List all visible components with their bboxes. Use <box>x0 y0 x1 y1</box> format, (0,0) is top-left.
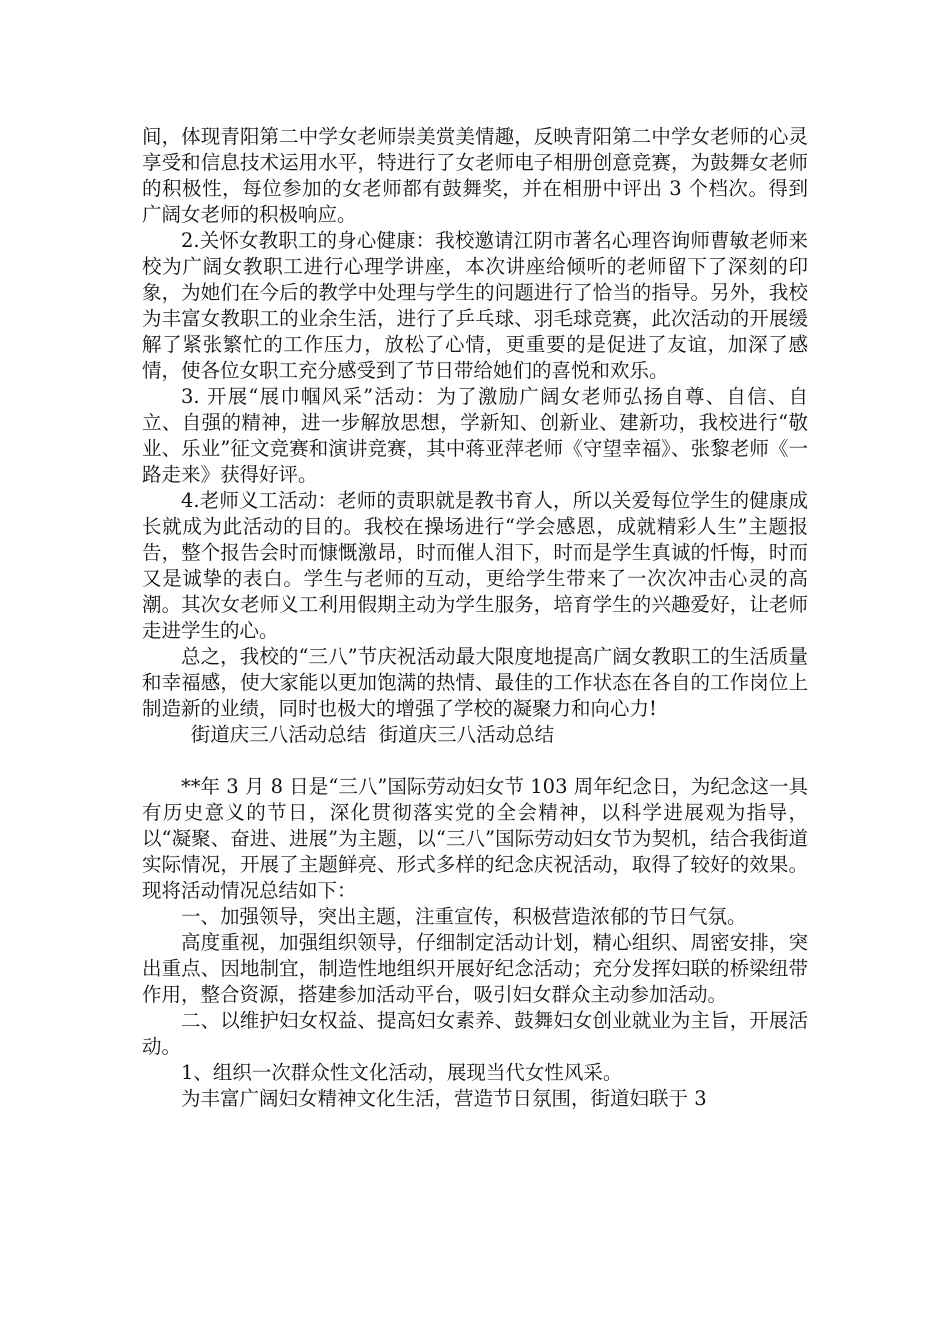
paragraph-cultural-life: 为丰富广阔妇女精神文化生活，营造节日氛围，街道妇联于 3 <box>181 1087 707 1110</box>
paragraph-heading-two: 二、以维护妇女权益、提高妇女素养、鼓舞妇女创业就业为主旨，开展活动。 <box>142 1009 808 1058</box>
paragraph-photo-album-contest: 间，体现青阳第二中学女老师崇美赏美情趣，反映青阳第二中学女老师的心灵享受和信息技术运用水平，特进行了女老师电子相册创意竞赛，为鼓舞女老师的积极性，每位参加的女老师都有鼓舞奖，并在相册中评出 3 个档次。得到广阔女老师的积极响应。 <box>142 125 808 226</box>
paragraph-leadership: 高度重视，加强组织领导，仔细制定活动计划，精心组织、周密安排，突出重点、因地制宜，制造性地组织开展好纪念活动；充分发挥妇联的桥梁纽带作用，整合资源，搭建参加活动平台，吸引妇女群众主动参加活动。 <box>142 931 808 1006</box>
paragraph-style-activity: 3. 开展“展巾帼风采”活动：为了激励广阔女老师弘扬自尊、自信、自立、自强的精神，进一步解放思想，学新知、创新业、建新功，我校进行“敬业、乐业”征文竞赛和演讲竞赛，其中蒋亚萍老师《守望幸福》、张黎老师《一路走来》获得好评。 <box>142 385 808 486</box>
paragraph-health-care: 2.关怀女教职工的身心健康：我校邀请江阴市著名心理咨询师曹敏老师来校为广阔女教职工进行心理学讲座，本次讲座给倾听的老师留下了深刻的印象，为她们在今后的教学中处理与学生的问题进行了恰当的指导。另外，我校为丰富女教职工的业余生活，进行了乒乓球、羽毛球竞赛，此次活动的开展缓解了紧张繁忙的工作压力，放松了心情，更重要的是促进了友谊，加深了感情，使各位女职工充分感受到了节日带给她们的喜悦和欢乐。 <box>142 229 808 382</box>
paragraph-item-one: 1、组织一次群众性文化活动，展现当代女性风采。 <box>181 1061 623 1084</box>
paragraph-summary: 总之，我校的“三八”节庆祝活动最大限度地提高广阔女教职工的生活质量和幸福感，使大家能以更加饱满的热情、最佳的工作状态在各自的工作岗位上制造新的业绩，同时也极大的增强了学校的凝聚力和向心力! <box>142 645 808 720</box>
blank-line <box>142 748 808 774</box>
paragraph-volunteer-activity: 4.老师义工活动：老师的责职就是教书育人，所以关爱每位学生的健康成长就成为此活动的目的。我校在操场进行“学会感恩，成就精彩人生”主题报告，整个报告会时而慷慨激昂，时而催人泪下，时而是学生真诚的忏悔，时而又是诚挚的表白。学生与老师的互动，更给学生带来了一次次冲击心灵的高潮。其次女老师义工利用假期主动为学生服务，培育学生的兴趣爱好，让老师走进学生的心。 <box>142 489 808 642</box>
paragraph-heading-one: 一、加强领导，突出主题，注重宣传，积极营造浓郁的节日气氛。 <box>181 905 747 928</box>
paragraph-street-intro: **年 3 月 8 日是“三八”国际劳动妇女节 103 周年纪念日，为纪念这一具有历史意义的节日，深化贯彻落实党的全会精神，以科学进展观为指导，以“凝聚、奋进、进展”为主题，以“三八”国际劳动妇女节为契机，结合我街道实际情况，开展了主题鲜亮、形式多样的纪念庆祝活动，取得了较好的效果。现将活动情况总结如下： <box>142 775 808 902</box>
section-subtitle: 街道庆三八活动总结 街道庆三八活动总结 <box>190 723 555 746</box>
document-page <box>142 124 808 1112</box>
